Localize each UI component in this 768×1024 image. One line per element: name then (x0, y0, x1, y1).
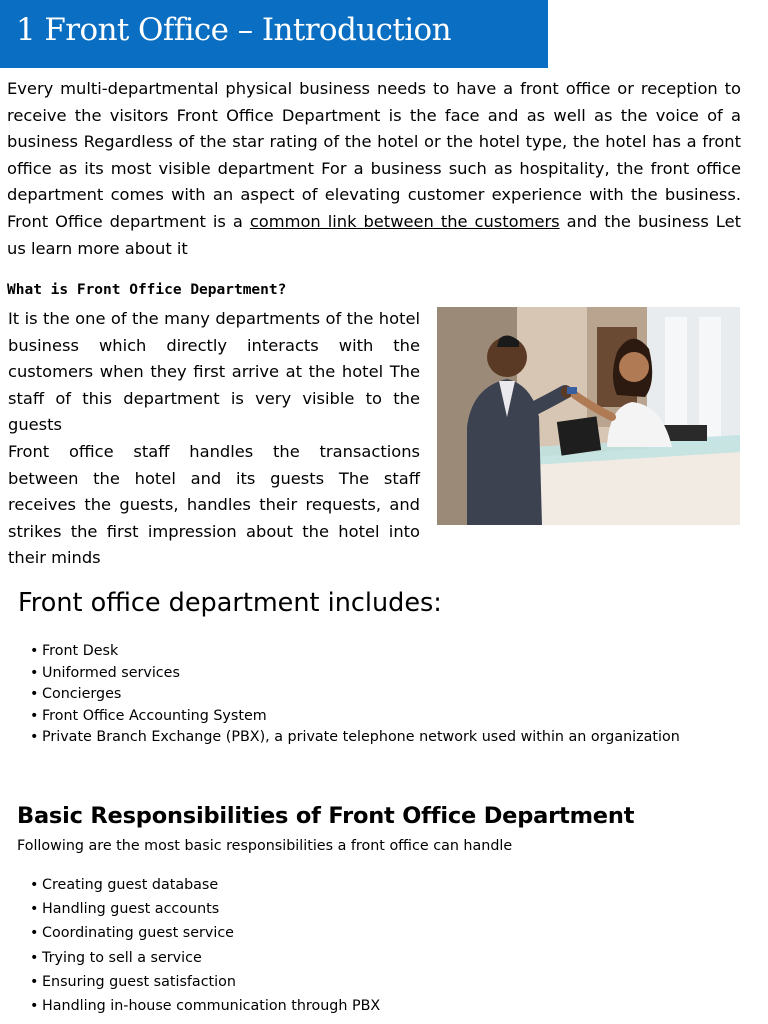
includes-list (30, 641, 680, 749)
list-item: • Front Desk (30, 641, 680, 663)
section-heading-what-is: What is Front Office Department? (7, 282, 287, 298)
includes-heading: Front office department includes: (18, 588, 442, 618)
list-item: • Handling in-house communication through PBX (30, 994, 380, 1018)
responsibilities-heading: Basic Responsibilities of Front Office Department (17, 803, 635, 829)
what-is-paragraph-2: Front office staff handles the transactions between the hotel and its guests The staff receives the guests, handles their requests, and strikes the first impression about the hotel into their minds (8, 441, 420, 568)
list-item: • Concierges (30, 684, 680, 706)
list-item: • Coordinating guest service (30, 921, 380, 945)
list-item: • Creating guest database (30, 873, 380, 897)
intro-text: Every multi-departmental physical business needs to have a front office or reception to receive the visitors Front Office Department is the face and as well as the voice of a business Regardless of the star rating of the hotel or the hotel type, the hotel has a front office as its most visible department For a business such as hospitality, the front office department comes with an aspect of elevating customer experience with the business. Front Office department is a (7, 79, 741, 231)
list-item: • Handling guest accounts (30, 897, 380, 921)
intro-text-end: and the business Let us learn more about it (7, 211, 741, 258)
list-item: • Ensuring guest satisfaction (30, 970, 380, 994)
what-is-body (8, 306, 420, 572)
what-is-paragraph-1: It is the one of the many departments of the hotel business which directly interacts with the customers when they first arrive at the hotel The staff of this department is very visible to the guests (8, 309, 420, 435)
front-desk-photo (437, 307, 740, 525)
page-title: 1 Front Office – Introduction (16, 12, 451, 48)
intro-paragraph (7, 76, 741, 262)
responsibilities-list (30, 873, 380, 1018)
list-item: • Uniformed services (30, 663, 680, 685)
list-item: • Private Branch Exchange (PBX), a private telephone network used within an organization (30, 727, 680, 749)
list-item: • Trying to sell a service (30, 946, 380, 970)
responsibilities-subtitle: Following are the most basic responsibilities a front office can handle (17, 838, 513, 854)
intro-underlined-phrase: common link between the customers (249, 211, 560, 231)
title-banner (0, 0, 548, 68)
list-item: • Front Office Accounting System (30, 706, 680, 728)
